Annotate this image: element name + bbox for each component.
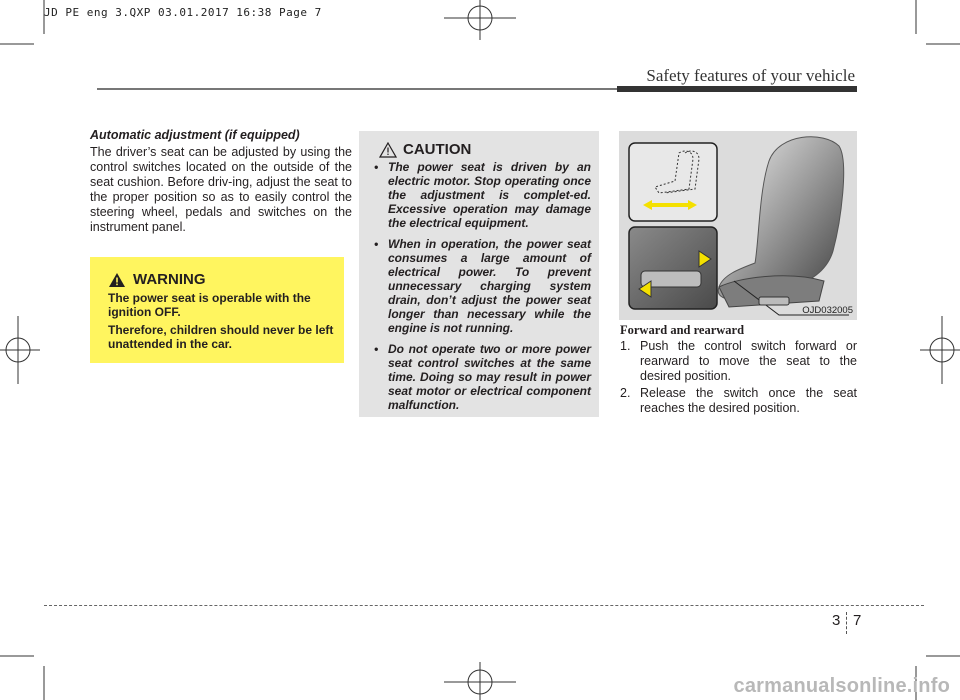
caution-item — [373, 237, 591, 335]
caution-item-text: When in operation, the power seat consumes a large amount of electrical power. To prevent unnecessary charging system drain, don’t adjust the power seat longer than necessary while the engine is not running. — [388, 237, 591, 335]
page-separator — [846, 612, 847, 634]
footer-rule — [44, 605, 924, 606]
bullet: • — [374, 160, 379, 174]
steps-list — [620, 339, 857, 418]
caution-item — [373, 342, 591, 412]
warning-header — [108, 271, 206, 288]
figure-code: OJD032005 — [802, 305, 853, 316]
caution-box — [359, 131, 599, 417]
caution-title: CAUTION — [403, 141, 472, 158]
inset-switch-panel — [629, 227, 717, 309]
intro-paragraph: The driver’s seat can be adjusted by using the control switches located on the outside of the seat cushion. Before driv-ing, adjust the seat to the proper position so as to easily control the steering wheel, pedals and switches on the instrument panel. — [90, 145, 352, 234]
section-title: Safety features of your vehicle — [646, 66, 855, 85]
page-number: 7 — [853, 612, 862, 629]
registration-mark-left — [0, 316, 40, 384]
bullet: • — [374, 342, 379, 356]
bullet: • — [374, 237, 379, 251]
subheading-automatic-adjustment: Automatic adjustment (if equipped) — [90, 128, 300, 142]
registration-mark-bottom — [444, 662, 516, 700]
chapter-number: 3 — [832, 612, 841, 629]
registration-mark-right — [920, 316, 960, 384]
warning-line: Therefore, children should never be left unattended in the car. — [108, 323, 334, 351]
step-item — [620, 386, 857, 416]
warning-box — [90, 257, 344, 363]
caution-header — [379, 141, 471, 158]
warning-triangle-icon — [108, 272, 126, 288]
caution-item-text: Do not operate two or more power seat control switches at the same time. Doing so may result in power seat motor or electrical component malfunction. — [388, 342, 591, 412]
caution-list — [373, 160, 591, 419]
inset-seat-diagram — [629, 143, 717, 221]
step-text: Release the switch once the seat reaches the desired position. — [640, 386, 857, 415]
warning-text — [108, 291, 338, 355]
warning-line: The power seat is operable with the ignition OFF. — [108, 291, 311, 319]
seat-illustration — [619, 131, 857, 320]
step-number: 2. — [620, 386, 631, 400]
step-text: Push the control switch forward or rearward to move the seat to the desired position. — [640, 339, 857, 383]
header-rule — [97, 88, 617, 90]
warning-title: WARNING — [133, 271, 206, 288]
caution-item-text: The power seat is driven by an electric motor. Stop operating once the adjustment is complet-ed. Excessive operation may damage the electrical equipment. — [388, 160, 591, 230]
caution-triangle-icon — [379, 142, 397, 158]
power-seat-drawing — [619, 131, 857, 320]
step-item — [620, 339, 857, 384]
caution-item — [373, 160, 591, 230]
step-number: 1. — [620, 339, 631, 353]
header-bar — [617, 86, 857, 92]
forward-rearward-heading: Forward and rearward — [620, 323, 745, 337]
registration-mark-top — [444, 0, 516, 40]
watermark: carmanualsonline.info — [733, 675, 950, 697]
print-header: JD PE eng 3.QXP 03.01.2017 16:38 Page 7 — [44, 6, 322, 19]
